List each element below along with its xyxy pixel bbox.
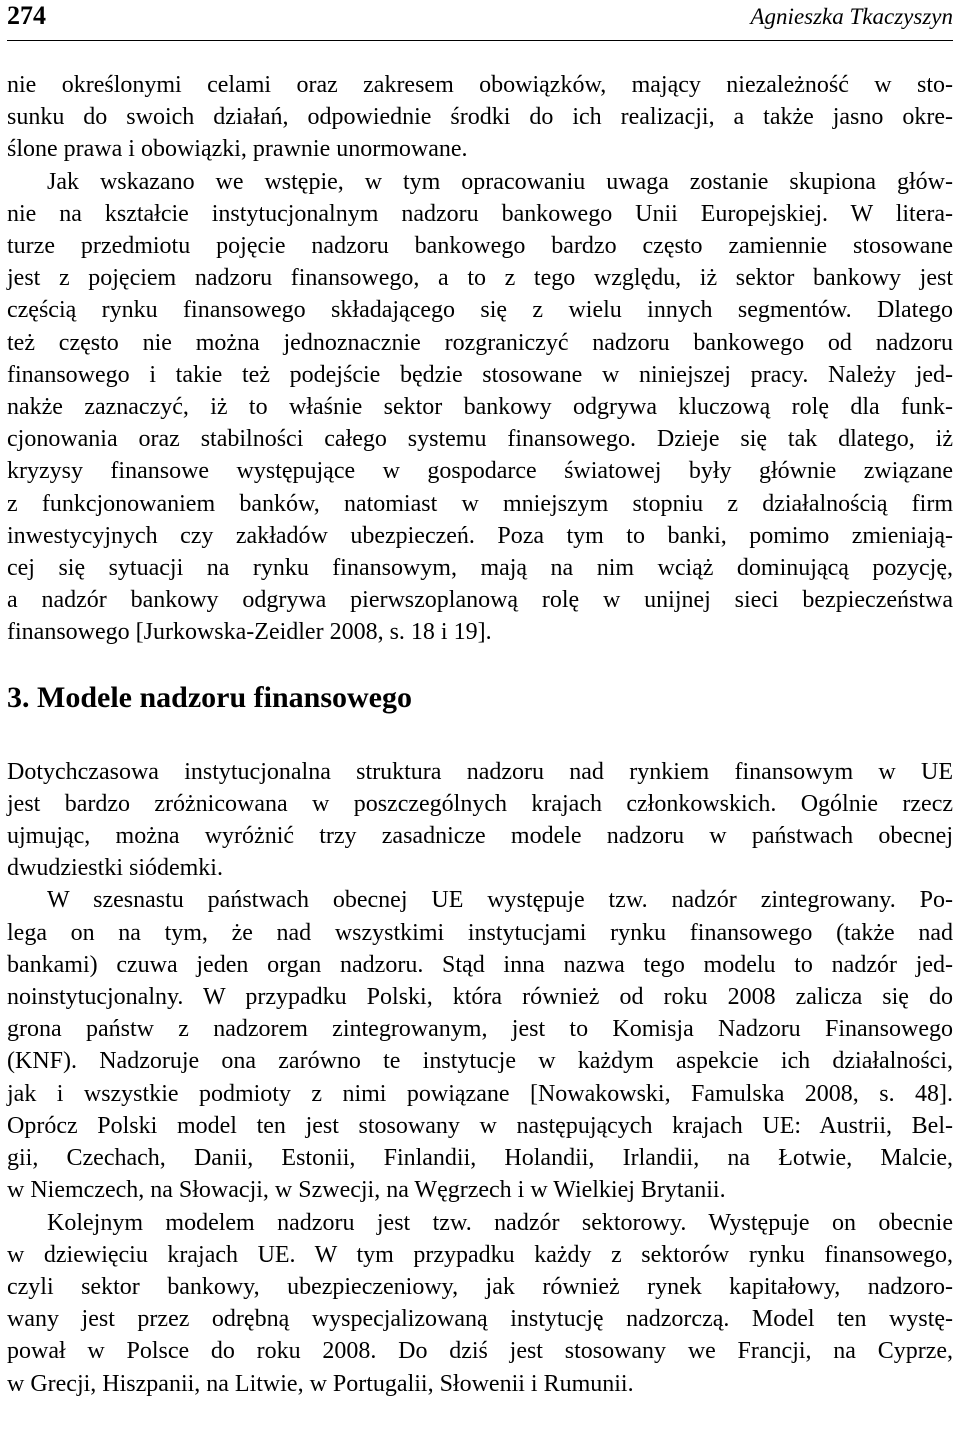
text-line: w Niemczech, na Słowacji, w Szwecji, na Węgrzech i w Wielkiej Brytanii. — [7, 1177, 726, 1204]
text-line: gii, Czechach, Danii, Estonii, Finlandii, Holandii, Irlandii, na Łotwie, Malcie, — [7, 1145, 953, 1172]
text-line: W szesnastu państwach obecnej UE występuje tzw. nadzór zintegrowany. Po- — [47, 887, 953, 914]
text-line: grona państw z nadzorem zintegrowanym, jest to Komisja Nadzoru Finansowego — [7, 1016, 953, 1043]
text-line: Dotychczasowa instytucjonalna struktura nadzoru nad rynkiem finansowym w UE — [7, 758, 953, 785]
text-line: wany jest przez odrębną wyspecjalizowaną instytucję nadzorczą. Model ten wystę- — [7, 1306, 953, 1333]
text-line: ujmując, można wyróżnić trzy zasadnicze modele nadzoru w państwach obecnej — [7, 823, 953, 850]
page-header — [7, 0, 953, 41]
spacer — [7, 649, 953, 680]
text-line: a nadzór bankowy odgrywa pierwszoplanową rolę w unijnej sieci bezpieczeństwa — [7, 587, 953, 614]
paragraph — [7, 166, 953, 649]
text-line: lega on na tym, że nad wszystkimi instytucjami rynku finansowego (także nad — [7, 919, 953, 946]
text-line: cjonowania oraz stabilności całego systemu finansowego. Dzieje się tak dlatego, iż — [7, 426, 953, 453]
text-line: Kolejnym modelem nadzoru jest tzw. nadzór sektorowy. Występuje on obecnie — [47, 1209, 953, 1236]
text-line: sunku do swoich działań, odpowiednie środki do ich realizacji, a także jasno okre- — [7, 104, 953, 131]
section-heading: 3. Modele nadzoru finansowego — [7, 680, 412, 714]
paragraph — [7, 756, 953, 885]
text-line: nie na kształcie instytucjonalnym nadzoru bankowego Unii Europejskiej. W litera- — [7, 200, 953, 227]
text-line: Jak wskazano we wstępie, w tym opracowaniu uwaga zostanie skupiona głów- — [47, 168, 953, 195]
paragraphs-bottom — [7, 756, 953, 1400]
paragraphs-top — [7, 69, 953, 649]
text-line: ślone prawa i obowiązki, prawnie unormowane. — [7, 136, 468, 163]
text-line: jest z pojęciem nadzoru finansowego, a to z tego względu, iż sektor bankowy jest — [7, 265, 953, 292]
text-line: Oprócz Polski model ten jest stosowany w następujących krajach UE: Austrii, Bel- — [7, 1112, 953, 1139]
text-line: z funkcjonowaniem banków, natomiast w mniejszym stopniu z działalnością firm — [7, 490, 953, 517]
running-head-author: Agnieszka Tkaczyszyn — [750, 4, 953, 29]
text-line: w Grecji, Hiszpanii, na Litwie, w Portugalii, Słowenii i Rumunii. — [7, 1370, 634, 1397]
text-line: bankami) czuwa jeden organ nadzoru. Stąd inna nazwa tego modelu to nadzór jed- — [7, 951, 953, 978]
text-line: jest bardzo zróżnicowana w poszczególnych krajach członkowskich. Ogólnie rzecz — [7, 790, 953, 817]
text-line: częścią rynku finansowego składającego się z wielu innych segmentów. Dlatego — [7, 297, 953, 324]
text-line: cej się sytuacji na rynku finansowym, mają na nim wciąż dominującą pozycję, — [7, 555, 953, 582]
text-line: też często nie można jednoznacznie rozgraniczyć nadzoru bankowego od nadzoru — [7, 329, 953, 356]
paragraph — [7, 69, 953, 166]
text-line: kryzysy finansowe występujące w gospodarce światowej były głównie związane — [7, 458, 953, 485]
spacer — [7, 716, 953, 756]
paragraph — [7, 1207, 953, 1400]
text-line: inwestycyjnych czy zakładów ubezpieczeń. Poza tym to banki, pomimo zmieniają- — [7, 522, 953, 549]
text-line: czyli sektor bankowy, ubezpieczeniowy, jak również rynek kapitałowy, nadzoro- — [7, 1273, 953, 1300]
text-line: w dziewięciu krajach UE. W tym przypadku każdy z sektorów rynku finansowego, — [7, 1241, 953, 1268]
paragraph — [7, 884, 953, 1206]
body-text — [7, 69, 953, 1400]
text-line: noinstytucjonalny. W przypadku Polski, która również od roku 2008 zalicza się do — [7, 984, 953, 1011]
text-line: turze przedmiotu pojęcie nadzoru bankowego bardzo często zamiennie stosowane — [7, 233, 953, 260]
text-line: finansowego [Jurkowska-Zeidler 2008, s. 18 i 19]. — [7, 619, 492, 646]
page-number: 274 — [7, 1, 46, 30]
text-line: dwudziestki siódemki. — [7, 855, 223, 882]
text-line: nakże zaznaczyć, iż to właśnie sektor bankowy odgrywa kluczową rolę dla funk- — [7, 394, 953, 421]
text-line: finansowego i takie też podejście będzie stosowane w niniejszej pracy. Należy jed- — [7, 361, 953, 388]
text-line: pował w Polsce do roku 2008. Do dziś jest stosowany we Francji, na Cyprze, — [7, 1338, 953, 1365]
text-line: nie określonymi celami oraz zakresem obowiązków, mający niezależność w sto- — [7, 72, 953, 98]
text-line: (KNF). Nadzoruje ona zarówno te instytucje w każdym aspekcie ich działalności, — [7, 1048, 953, 1075]
text-line: jak i wszystkie podmioty z nimi powiązane [Nowakowski, Famulska 2008, s. 48]. — [7, 1080, 953, 1107]
